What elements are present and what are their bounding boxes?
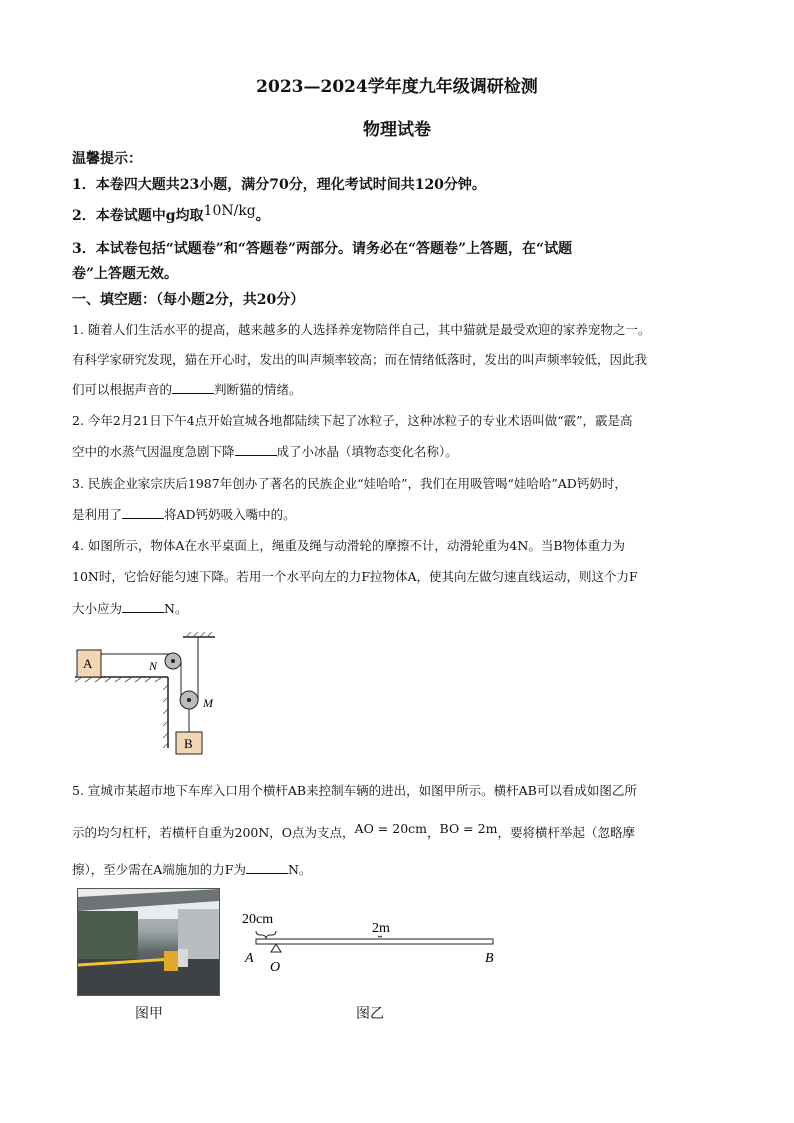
- q3-text: 是利用了: [72, 507, 123, 522]
- answer-blank[interactable]: [122, 506, 164, 519]
- caption-jia: 图甲: [135, 1006, 163, 1022]
- dim-20cm: 20cm: [242, 912, 274, 927]
- tip-2-end: 。: [255, 208, 270, 224]
- point-a: A: [245, 951, 254, 966]
- label-b: B: [184, 736, 193, 751]
- q3-line2: [72, 505, 296, 523]
- tips-heading: 温馨提示：: [72, 151, 142, 167]
- q1-line1: 1. 随着人们生活水平的提高，越来越多的人选择养宠物陪伴自己，其中猫就是最受欢迎的家养宠物之一。: [72, 322, 651, 337]
- q1-text: 们可以根据声音的: [72, 382, 173, 397]
- pulley-axle: [171, 659, 175, 663]
- exam-subtitle: 物理试卷: [363, 120, 431, 140]
- q2-line2: [72, 442, 458, 460]
- q2-text-end: 成了小冰晶（填物态变化名称）。: [276, 444, 458, 459]
- label-n: N: [149, 659, 158, 673]
- table-hatch: [75, 677, 168, 748]
- label-m: M: [203, 696, 213, 710]
- point-b: B: [485, 951, 494, 966]
- q5-text: 擦），至少需在A端施加的力F为: [72, 862, 246, 877]
- q3-line1: 3. 民族企业家宗庆后1987年创办了著名的民族企业“娃哈哈”，我们在用吸管喝“娃哈哈”AD钙奶时，: [72, 476, 627, 491]
- tip-2-unit: 10N/kg: [203, 203, 256, 219]
- q4-text: 大小应为: [72, 601, 123, 616]
- lever-bar: [256, 939, 493, 944]
- pulley-axle: [187, 698, 191, 702]
- q3-text-end: 将AD钙奶吸入嘴中的。: [164, 507, 296, 522]
- q4-text-end: N。: [164, 601, 188, 616]
- tip-3-line1: 3．本试卷包括“试题卷”和“答题卷”两部分。请务必在“答题卷”上答题，在“试题: [72, 241, 573, 257]
- q1-line3: [72, 380, 302, 398]
- brace-20cm: [256, 931, 276, 938]
- answer-blank[interactable]: [122, 600, 164, 613]
- q5-line3: [72, 860, 311, 878]
- section-heading: 一、填空题：（每小题2分，共20分）: [72, 292, 305, 308]
- q2-line1: 2. 今年2月21日下午4点开始宣城各地都陆续下起了冰粒子，这种冰粒子的专业术语叫做“霰”，霰是高: [72, 413, 633, 428]
- brace-2m: [378, 936, 382, 937]
- q5-bo: BO = 2m: [439, 821, 498, 836]
- q4-line2: 10N时，它恰好能匀速下降。若用一个水平向左的力F拉物体A，使其向左做匀速直线运动，则这个力F: [72, 569, 638, 584]
- label-a: A: [83, 656, 93, 671]
- q5-text: 示的均匀杠杆，若横杆自重为200N，O点为支点，: [72, 825, 355, 840]
- answer-blank[interactable]: [246, 861, 288, 874]
- point-o: O: [270, 960, 281, 975]
- answer-blank[interactable]: [235, 443, 277, 456]
- tip-1: 1．本卷四大题共23小题，满分70分，理化考试时间共120分钟。: [72, 177, 486, 193]
- q5-line2: [72, 823, 635, 841]
- q5-sep: ，: [427, 825, 440, 840]
- q5-line1: 5. 宣城市某超市地下车库入口用个横杆AB来控制车辆的进出，如图甲所示。横杆AB可以看成如图乙所: [72, 783, 637, 798]
- q5-text-cont: ，要将横杆举起（忽略摩: [497, 825, 635, 840]
- q2-text: 空中的水蒸气因温度急剧下降: [72, 444, 235, 459]
- tip-3-line2: 卷”上答题无效。: [72, 266, 179, 282]
- caption-yi: 图乙: [356, 1006, 384, 1022]
- pulley-figure: [70, 630, 230, 758]
- q1-text-end: 判断猫的情绪。: [214, 382, 302, 397]
- lever-diagram: [240, 905, 500, 980]
- tip-2-text: 2．本卷试题中g均取: [72, 208, 204, 224]
- parking-barrier-photo: [77, 888, 220, 996]
- q5-text-end: N。: [287, 862, 312, 877]
- q1-line2: 有科学家研究发现，猫在开心时，发出的叫声频率较高；而在情绪低落时，发出的叫声频率较低，因此我: [72, 352, 648, 367]
- dim-2m: 2m: [372, 921, 390, 936]
- q5-ao: AO = 20cm: [354, 821, 428, 836]
- photo-illustration: [78, 889, 219, 995]
- answer-blank[interactable]: [172, 381, 214, 394]
- tip-2: [72, 205, 270, 225]
- fulcrum: [271, 944, 281, 952]
- q4-line3: [72, 599, 187, 617]
- q4-line1: 4. 如图所示，物体A在水平桌面上，绳重及绳与动滑轮的摩擦不计，动滑轮重为4N。当B物体重力为: [72, 538, 626, 553]
- exam-title: 2023—2024学年度九年级调研检测: [256, 77, 538, 97]
